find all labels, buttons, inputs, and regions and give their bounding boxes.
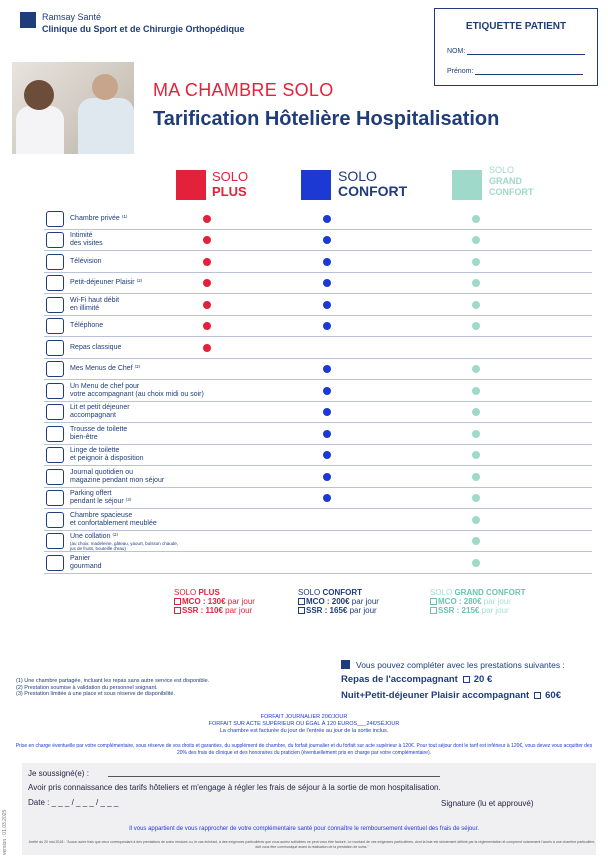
amenity-sublabel: (au choix: madeleine, gâteau, yaourt, boisson chaude, jus de fruits, bouteille d'eau): [70, 541, 179, 552]
forfait-line2: FORFAIT SUR ACTE SUPÉRIEUR OU ÉGAL À 120 EUROS___24€/SÉJOUR: [208, 721, 400, 727]
bed-icon: [46, 211, 64, 227]
amenity-row: [44, 402, 592, 424]
companion-bed-icon: [46, 404, 64, 420]
room-title: MA CHAMBRE SOLO: [153, 80, 334, 100]
forfait-line1: FORFAIT JOURNALIER 20€/JOUR: [260, 714, 348, 720]
toiletry-icon: [46, 426, 64, 442]
included-dot-grand: [472, 494, 480, 502]
patient-label-title: ETIQUETTE PATIENT: [465, 21, 567, 32]
solo-confort-line2: CONFORT: [338, 183, 408, 199]
patient-label-box: [434, 8, 598, 86]
included-dot-plus: [203, 301, 211, 309]
basket-icon: [46, 555, 64, 571]
mco-plus-checkbox[interactable]: [174, 598, 181, 605]
footnote-1: (1) Une chambre partagée, incluant les repas sans autre service est disponible.: [16, 678, 210, 684]
amenity-label: Chambre spacieuse et confortablement meublée: [70, 511, 157, 527]
included-dot-plus: [203, 236, 211, 244]
included-dot-confort: [323, 279, 331, 287]
amenity-row: [44, 316, 592, 338]
prenom-label: Prénom:: [447, 68, 474, 75]
phone-icon: [46, 318, 64, 334]
footnotes: [16, 678, 209, 698]
included-dot-confort: [323, 430, 331, 438]
amenity-row: [44, 208, 592, 230]
solo-confort-header: [338, 169, 407, 199]
included-dot-grand: [472, 365, 480, 373]
included-dot-grand: [472, 430, 480, 438]
included-dot-grand: [472, 236, 480, 244]
amenity-label: Parking offert pendant le séjour ⁽³⁾: [70, 490, 132, 506]
amenity-label: Une collation ⁽²⁾: [70, 533, 119, 541]
version-label: version : 01.03.2025: [2, 809, 8, 855]
amenity-label: Un Menu de chef pour votre accompagnant (au choix midi ou soir): [70, 382, 204, 398]
solo-grand-line3: CONFORT: [489, 187, 534, 197]
tv-icon: [46, 254, 64, 270]
amenity-row: [44, 251, 592, 273]
solo-plus-line1: SOLO: [212, 169, 249, 184]
nom-label: NOM:: [447, 48, 466, 55]
amenity-row: [44, 273, 592, 295]
included-dot-confort: [323, 236, 331, 244]
forfait-line3: La chambre est facturée du jour de l'entrée au jour de la sortie inclus.: [219, 728, 389, 734]
included-dot-grand: [472, 537, 480, 545]
extra-night-checkbox[interactable]: [534, 692, 541, 699]
price-plus-name2: PLUS: [198, 588, 220, 597]
brand-name: Ramsay Santé: [42, 12, 102, 22]
extras-intro: Vous pouvez compléter avec les prestations suivantes :: [356, 660, 565, 670]
ramsay-logo: [20, 12, 36, 28]
extras-bullet: [341, 660, 350, 669]
footnote-3: (3) Prestation limitée à une place et sous réserve de disponibilité.: [16, 691, 175, 697]
extra-night-price: 60€: [545, 690, 561, 701]
parking-icon: [46, 490, 64, 506]
complementaire-note: Il vous appartient de vous rapprocher de votre complémentaire santé pour connaître le remboursement éventuel des frais de séjour.: [129, 826, 479, 832]
solo-plus-header: [212, 169, 248, 199]
amenity-row: [44, 445, 592, 467]
plate-icon: [46, 340, 64, 356]
nurse-patient-photo: [12, 62, 134, 154]
extra-companion-meal: [341, 674, 492, 685]
extra-meal-checkbox[interactable]: [463, 676, 470, 683]
amenity-row: [44, 380, 592, 402]
page-title: Tarification Hôtelière Hospitalisation: [153, 108, 500, 130]
price-solo-grand-confort: [430, 588, 526, 615]
mco-confort-checkbox[interactable]: [298, 598, 305, 605]
solo-confort-swatch: [301, 170, 331, 200]
included-dot-plus: [203, 258, 211, 266]
ssr-plus-suffix: par jour: [222, 606, 253, 615]
wifi-icon: [46, 297, 64, 313]
amenity-label: Trousse de toilette bien-être: [70, 425, 128, 441]
amenity-row: [44, 294, 592, 316]
included-dot-plus: [203, 344, 211, 352]
included-dot-grand: [472, 301, 480, 309]
included-dot-confort: [323, 473, 331, 481]
ssr-grand-checkbox[interactable]: [430, 607, 437, 614]
included-dot-confort: [323, 494, 331, 502]
mco-grand-suffix: par jour: [481, 597, 511, 606]
amenity-label: Wi-Fi haut débit en illimité: [70, 296, 120, 312]
solo-plus-line2: PLUS: [212, 184, 247, 199]
included-dot-grand: [472, 215, 480, 223]
nom-row: [447, 47, 585, 55]
price-confort-name1: SOLO: [298, 588, 323, 597]
included-dot-confort: [323, 365, 331, 373]
solo-grand-confort-header: [489, 165, 534, 198]
amenity-label: Linge de toilette et peignoir à disposition: [70, 447, 144, 463]
included-dot-grand: [472, 387, 480, 395]
included-dot-grand: [472, 516, 480, 524]
ssr-grand-price: SSR : 215€: [438, 606, 480, 615]
solo-grand-line1: SOLO: [489, 165, 515, 175]
amenity-label: Téléphone: [70, 322, 104, 330]
amenity-row: [44, 552, 592, 574]
breakfast-icon: [46, 275, 64, 291]
included-dot-grand: [472, 451, 480, 459]
prenom-row: [447, 67, 583, 75]
included-dot-confort: [323, 258, 331, 266]
ssr-confort-checkbox[interactable]: [298, 607, 305, 614]
included-dot-confort: [323, 301, 331, 309]
amenity-label: Chambre privée ⁽¹⁾: [70, 214, 128, 222]
soussigne-field[interactable]: [108, 776, 440, 777]
newspaper-icon: [46, 469, 64, 485]
mco-plus-price: MCO : 130€: [182, 597, 226, 606]
included-dot-confort: [323, 322, 331, 330]
included-dot-grand: [472, 473, 480, 481]
included-dot-plus: [203, 215, 211, 223]
solo-grand-line2: GRAND: [489, 176, 522, 186]
ssr-confort-price: SSR : 165€: [306, 606, 348, 615]
included-dot-grand: [472, 322, 480, 330]
included-dot-confort: [323, 451, 331, 459]
nom-field[interactable]: [467, 47, 585, 55]
clinic-name: Clinique du Sport et de Chirurgie Orthopédique: [42, 24, 245, 34]
cutlery-icon: [46, 361, 64, 377]
included-dot-grand: [472, 559, 480, 567]
amenity-label: Mes Menus de Chef ⁽²⁾: [70, 365, 141, 373]
amenity-label: Petit-déjeuner Plaisir ⁽²⁾: [70, 279, 143, 287]
forfait-block: [0, 714, 608, 735]
snack-icon: [46, 533, 64, 549]
towel-icon: [46, 447, 64, 463]
extra-meal-price: 20 €: [473, 674, 493, 685]
footnote-2: (2) Prestation soumise à validation du personnel soignant.: [16, 684, 158, 691]
included-dot-plus: [203, 279, 211, 287]
signature-label: Signature (lu et approuvé): [441, 799, 534, 808]
date-field[interactable]: Date : _ _ _ / _ _ _ / _ _ _: [28, 798, 119, 807]
ssr-confort-suffix: par jour: [347, 606, 377, 615]
extra-companion-night: [341, 690, 561, 701]
extra-meal-label: Repas de l'accompagnant: [341, 674, 458, 685]
prenom-field[interactable]: [475, 67, 583, 75]
price-grand-name1: SOLO: [430, 588, 455, 597]
amenity-row: [44, 509, 592, 531]
engagement-text: Avoir pris connaissance des tarifs hôteliers et m'engage à régler les frais de séjour à la sortie de mon hospitalisation.: [28, 783, 441, 792]
mco-plus-suffix: par jour: [225, 597, 255, 606]
price-confort-name2: CONFORT: [322, 588, 363, 597]
amenity-label: Intimité des visites: [70, 232, 103, 248]
amenity-label: Lit et petit déjeuner accompagnant: [70, 404, 130, 420]
ssr-grand-suffix: par jour: [479, 606, 509, 615]
amenity-label: Télévision: [70, 257, 102, 265]
sofa-icon: [46, 512, 64, 528]
extra-night-label: Nuit+Petit-déjeuner Plaisir accompagnant: [341, 690, 530, 701]
mco-grand-checkbox[interactable]: [430, 598, 437, 605]
included-dot-grand: [472, 258, 480, 266]
price-plus-name1: SOLO: [174, 588, 199, 597]
companion-meal-icon: [46, 383, 64, 399]
mco-grand-price: MCO : 280€: [438, 597, 482, 606]
included-dot-confort: [323, 408, 331, 416]
amenity-label: Journal quotidien ou magazine pendant mon séjour: [70, 468, 165, 484]
included-dot-confort: [323, 387, 331, 395]
ssr-plus-price: SSR : 110€: [182, 606, 223, 615]
price-solo-plus: [174, 588, 255, 615]
included-dot-confort: [323, 215, 331, 223]
included-dot-grand: [472, 279, 480, 287]
mco-confort-suffix: par jour: [349, 597, 379, 606]
amenity-row: [44, 466, 592, 488]
solo-plus-swatch: [176, 170, 206, 200]
price-grand-name2: GRAND CONFORT: [454, 588, 526, 597]
amenity-row: [44, 230, 592, 252]
amenity-row: [44, 359, 592, 381]
amenity-label: Panier gourmand: [70, 554, 102, 570]
solo-confort-line1: SOLO: [338, 168, 377, 184]
amenity-row: [44, 337, 592, 359]
amenity-row: [44, 488, 592, 510]
legal-text: Arrêté du 20 mai 2018 : "Aucun autre frais que ceux correspondant à des prestations de soins rendues ou, le cas échéant, à des exigences particulières que vous auriez sollicitées ne peut vous être facturé. Le montant de ces exigences particulières, dont la liste est strictement définie par la réglementation et comprend notamment l'accès à une chambre particulière, doit vous être communiqué avant la réalisation de la prestation de soins.": [28, 840, 596, 849]
ssr-plus-checkbox[interactable]: [174, 607, 181, 614]
amenity-row: [44, 423, 592, 445]
solo-grand-confort-swatch: [452, 170, 482, 200]
price-solo-confort: [298, 588, 379, 615]
included-dot-plus: [203, 322, 211, 330]
prise-en-charge: Prise en charge éventuelle par votre complémentaire, sous réserve de vos droits et garanties, du supplément de chambre, du forfait journalier et du forfait sur acte supérieur à 120€. Pour tout séjour dont le tarif est inférieur à 120€, vous devez vous acquitter des 20% des frais de clinique et des honoraires du praticien (éventuellement pris en charge par votre complémentaire).: [15, 743, 593, 756]
amenity-label: Repas classique: [70, 343, 122, 351]
curtain-icon: [46, 232, 64, 248]
mco-confort-price: MCO : 200€: [306, 597, 350, 606]
included-dot-grand: [472, 408, 480, 416]
amenity-row: [44, 531, 592, 553]
soussigne-label: Je soussigné(e) :: [28, 769, 89, 778]
